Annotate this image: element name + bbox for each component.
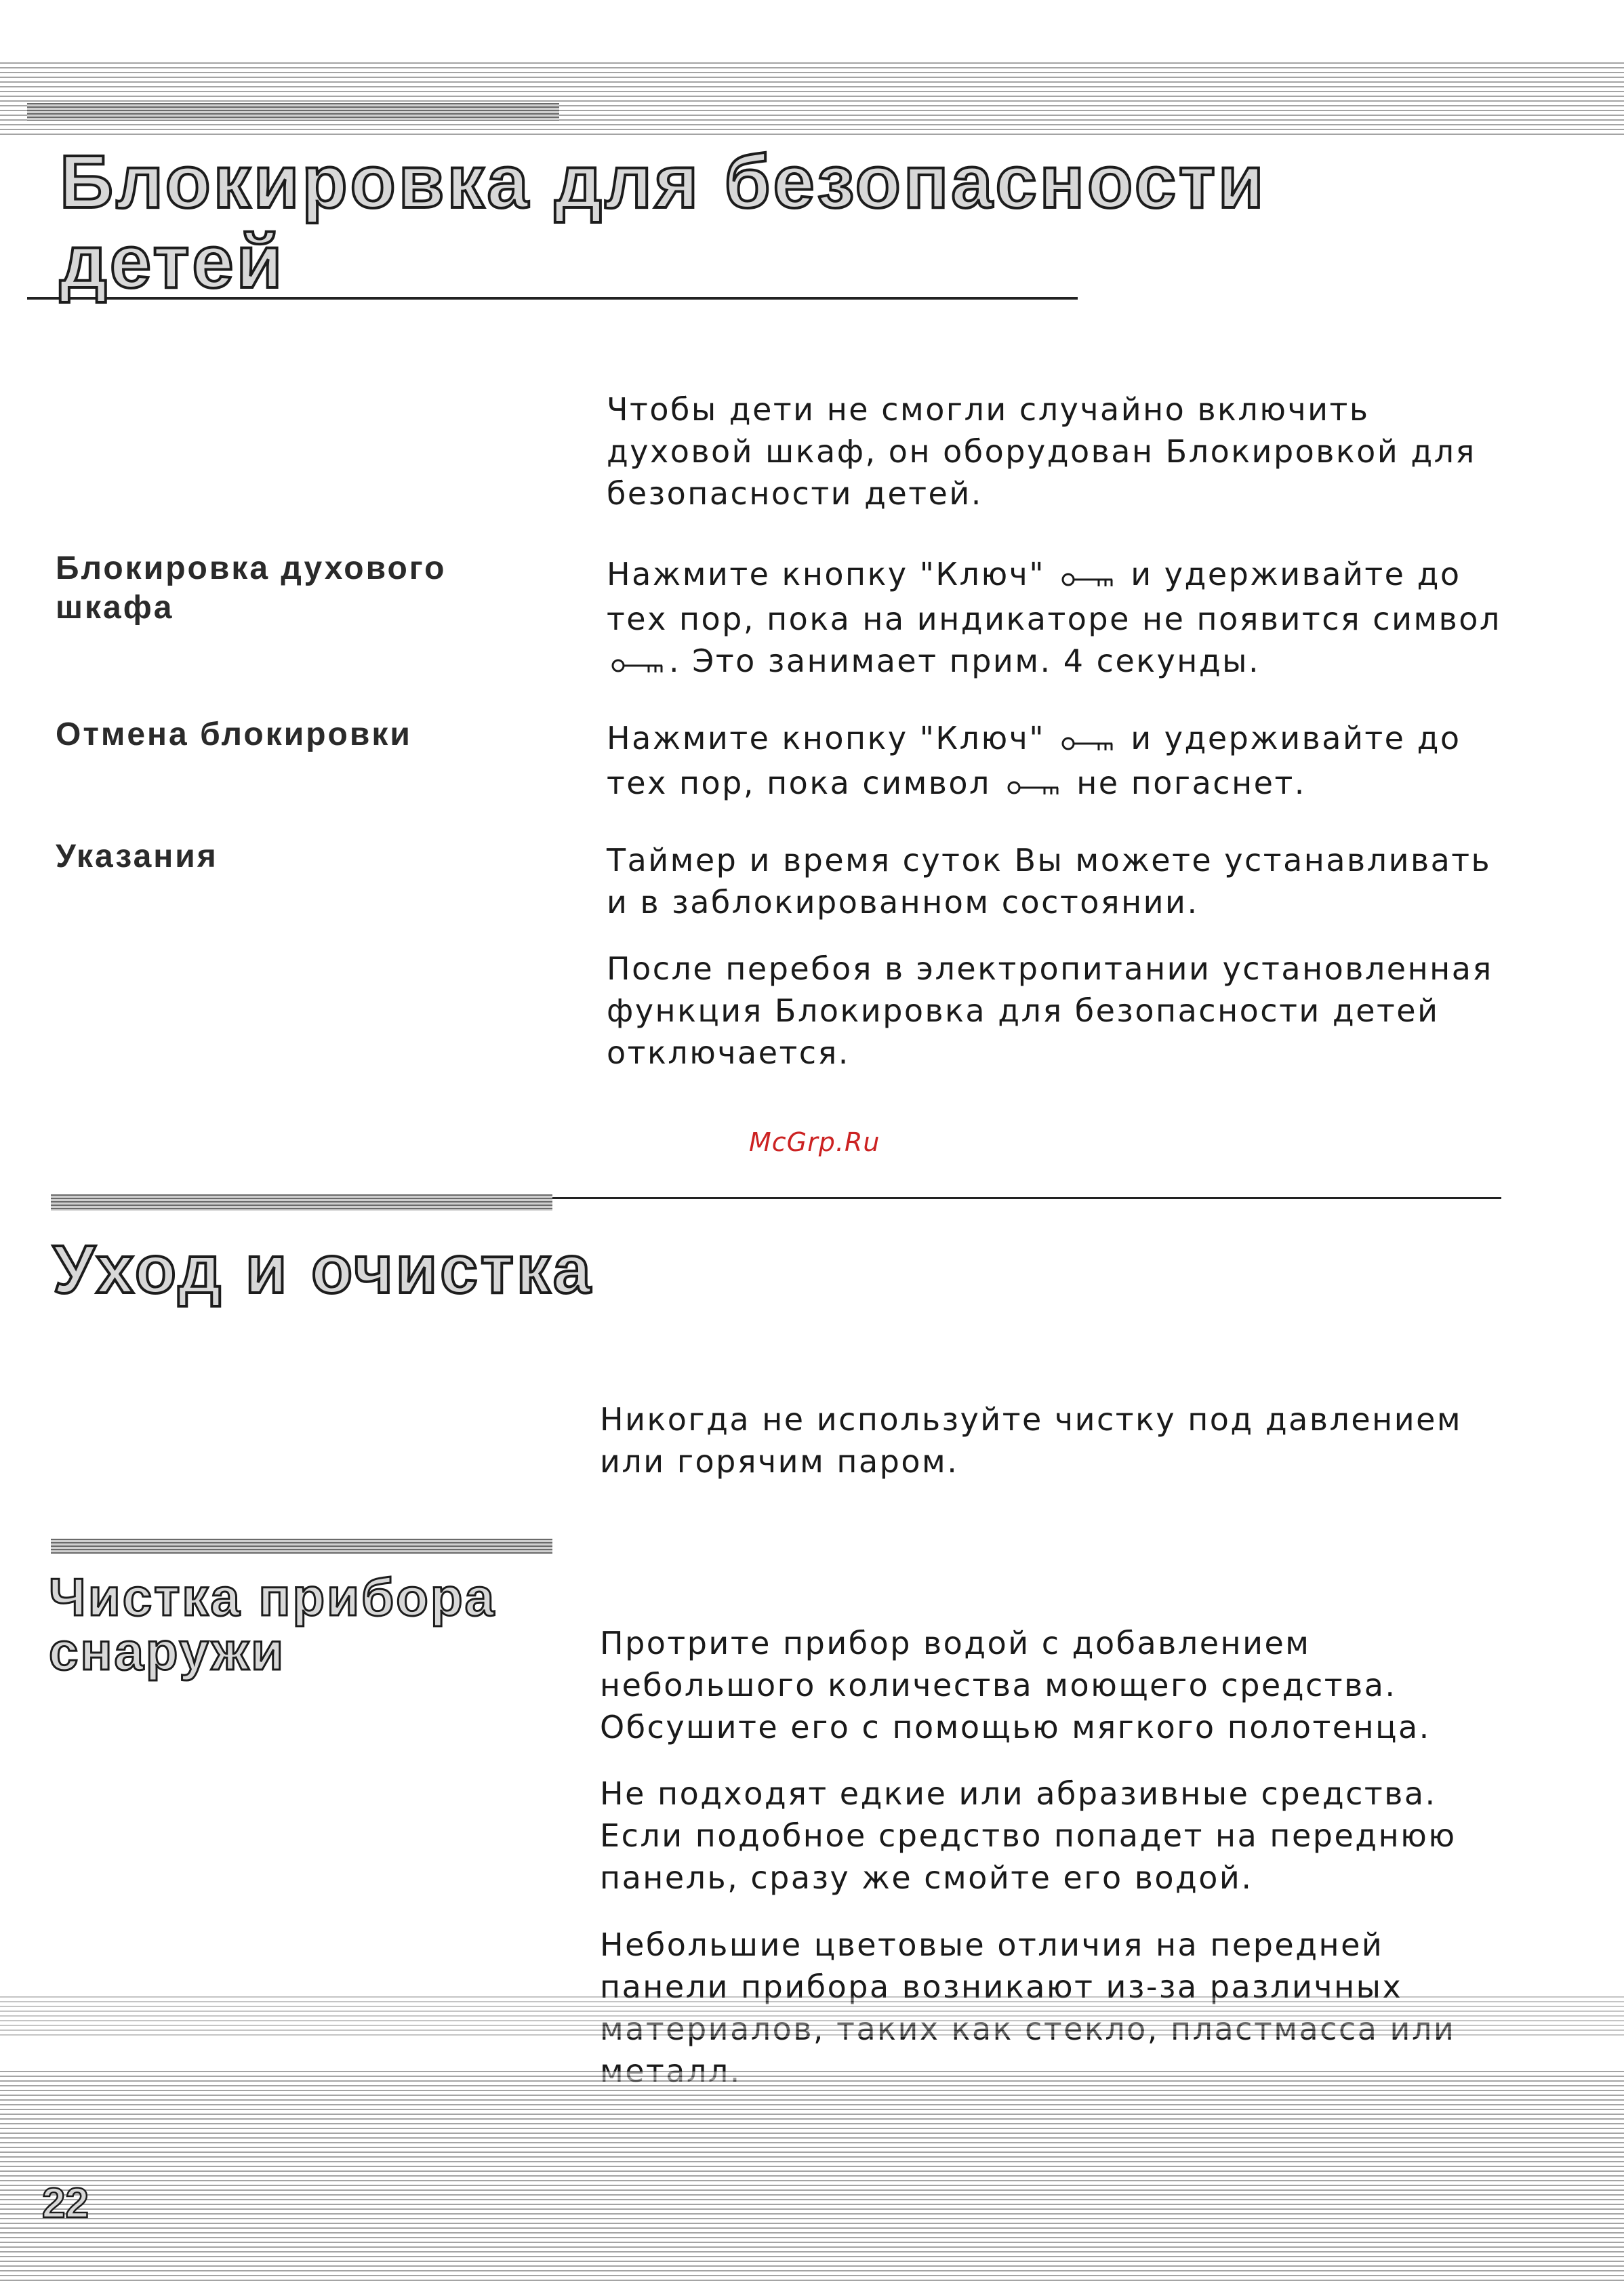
unlock-text-part3: не погаснет. (1076, 764, 1306, 801)
section-bar-top (27, 103, 559, 121)
lock-text-part3: . Это занимает прим. 4 секунды. (669, 642, 1261, 679)
page-number: 22 (42, 2180, 89, 2227)
note-2: После перебоя в электропитании установленная функция Блокировка для безопасности детей отключается. (607, 950, 1493, 1071)
key-symbol-icon (1007, 764, 1061, 806)
bottom-scan-stripes-2 (0, 2071, 1624, 2283)
title-exterior-line2: снаружи (49, 1621, 286, 1681)
top-scan-stripes (0, 62, 1624, 136)
care-rule (552, 1197, 1501, 1199)
title-exterior-line1: Чистка прибора (49, 1567, 496, 1627)
title-child-lock (60, 142, 1267, 302)
label-notes: Указания (56, 839, 218, 874)
bottom-scan-stripes-1 (0, 1996, 1624, 2037)
key-icon (1061, 720, 1115, 762)
unlock-text-part2: и удерживайте до тех пор, пока символ (607, 720, 1461, 801)
label-unlock: Отмена блокировки (56, 716, 412, 752)
lock-instructions (607, 553, 1522, 684)
exterior-para-2: Не подходят едкие или абразивные средства. Если подобное средство попадет на переднюю панель, сразу же смойте его водой. (600, 1775, 1457, 1896)
child-lock-intro: Чтобы дети не смогли случайно включить духовой шкаф, он оборудован Блокировкой для безопасности детей. (607, 391, 1476, 512)
key-symbol-icon (611, 642, 665, 684)
section-bar-care (51, 1194, 552, 1211)
title-child-lock-line2: детей (60, 220, 285, 304)
watermark: McGrp.Ru (749, 1127, 880, 1157)
label-lock-oven: Блокировка духового шкафа (56, 550, 447, 626)
title-exterior (49, 1567, 496, 1681)
title-care: Уход и очистка (53, 1232, 594, 1308)
key-icon (1061, 556, 1115, 598)
exterior-para-3: Небольшие цветовые отличия на передней панели прибора возникают из-за различных материалов, таких как стекло, пластмасса или (600, 1926, 1456, 2047)
unlock-text-part1: Нажмите кнопку "Ключ" (607, 720, 1046, 756)
unlock-instructions (607, 717, 1522, 806)
title-child-lock-line1: Блокировка для безопасности (60, 140, 1267, 224)
note-1: Таймер и время суток Вы можете устанавливать и в заблокированном состоянии. (607, 842, 1492, 921)
care-warning: Никогда не используйте чистку под давлением или горячим паром. (600, 1401, 1463, 1480)
lock-text-part2: и удерживайте до тех пор, пока на индикаторе не появится символ (607, 556, 1501, 637)
exterior-para-1: Протрите прибор водой с добавлением небольшого количества моющего средства. Обсушите его с помощью мягкого полотенца. (600, 1625, 1431, 1745)
section-bar-exterior (51, 1539, 552, 1554)
lock-text-part1: Нажмите кнопку "Ключ" (607, 556, 1046, 592)
